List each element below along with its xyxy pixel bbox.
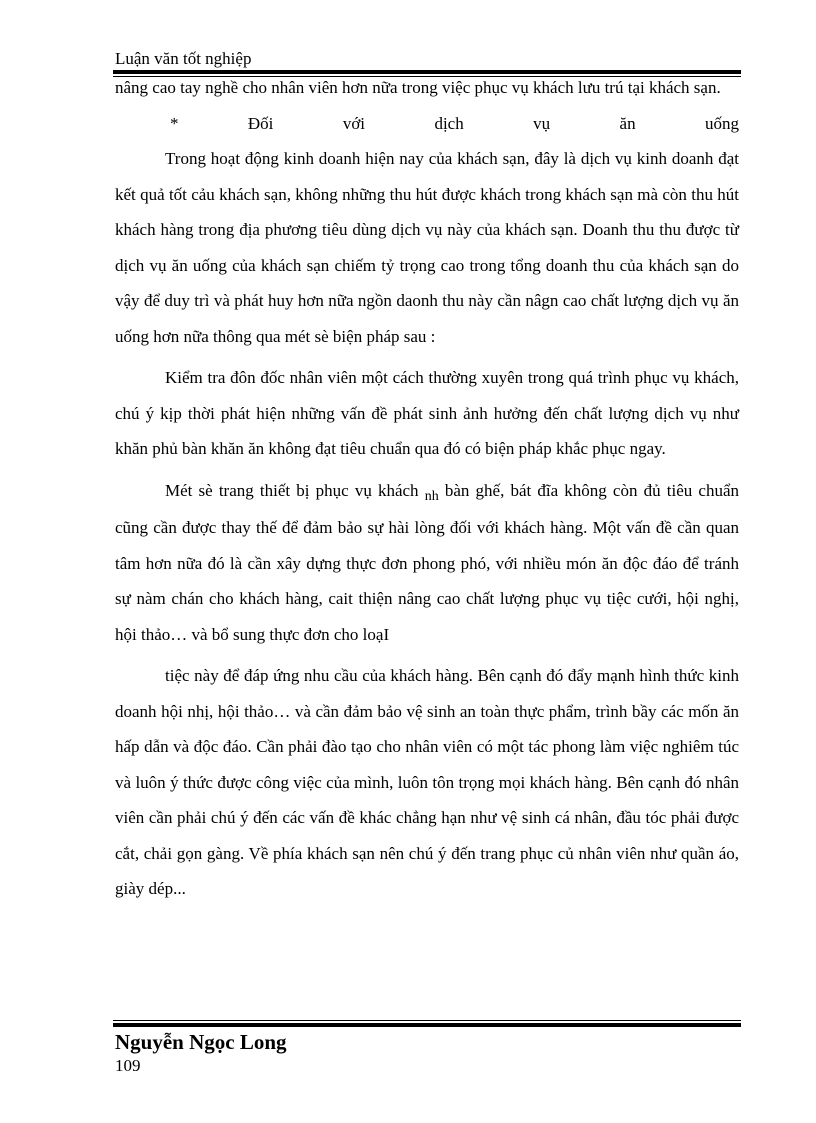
footer-rule-thin [113, 1020, 741, 1021]
paragraph-4 [115, 473, 739, 653]
heading-word: vụ [533, 113, 551, 133]
heading-word: uống [704, 113, 739, 133]
body-text [115, 70, 739, 907]
paragraph-3: Kiểm tra đôn đốc nhân viên một cách thường xuyên trong quá trình phục vụ khách, chú ý kịp thời phát hiện những vấn đề phát sinh ảnh hưởng đến chất lượng dịch vụ như khăn phủ bàn khăn ăn không đạt tiêu chuẩn qua đó có biện pháp khắc phục ngay. [115, 368, 739, 458]
paragraph-4-start: Mét sè trang thiết bị phục vụ khách [165, 480, 419, 500]
heading-word: Đối [247, 113, 274, 133]
paragraph-2: Trong hoạt động kinh doanh hiện nay của khách sạn, đây là dịch vụ kinh doanh đạt kết quả tốt cảu khách sạn, không những thu hút được khách trong khách sạn mà còn thu hút khách hàng trong địa phương tiêu dùng dịch vụ này của khách sạn. Doanh thu thu được từ dịch vụ ăn uống của khách sạn chiếm tỷ trọng cao trong tổng doanh thu của khách sạn do vậy để duy trì và phát huy hơn nữa ngồn daonh thu này cần nâgn cao chất lượng dịch vụ ăn uống hơn nữa thông qua mét sè biện pháp sau : [115, 149, 739, 346]
footer-rule-thick [113, 1023, 741, 1027]
heading-word: dịch [434, 113, 464, 133]
heading-word: với [342, 113, 366, 133]
paragraph-5: tiệc này để đáp ứng nhu cầu của khách hàng. Bên cạnh đó đẩy mạnh hình thức kinh doanh hội nhị, hội thảo… và cần đảm bảo vệ sinh an toàn thực phẩm, trình bầy các mốn ăn hấp dẫn và độc đáo. Cần phải đào tạo cho nhân viên có một tác phong làm việc nghiêm túc và luôn ý thức được công việc của mình, luôn tôn trọng mọi khách hàng. Bên cạnh đó nhân viên cần phải chú ý đến các vấn đề khác chẳng hạn như vệ sinh cá nhân, đầu tóc phải được cắt, chải gọn gàng. Về phía khách sạn nên chú ý đến trang phục củ nhân viên như quần áo, giày dép... [115, 666, 739, 898]
footer-author: Nguyễn Ngọc Long [115, 1030, 287, 1054]
header-title: Luận văn tốt nghiệp [115, 49, 252, 68]
page-number: 109 [115, 1056, 141, 1075]
paragraph-4-end: bàn ghế, bát đĩa không còn đủ tiêu chuẩn cũng cần được thay thế để đảm bảo sự hài lòng đối với khách hàng. Một vấn đề cần quan tâm hơn nữa đó là cần xây dựng thực đơn phong phó, với nhiều món ăn độc đáo để tránh sự nàm chán cho khách hàng, cait thiện nâng cao chất lượng phục vụ tiệc cưới, hội nghị, hội thảo… và bổ sung thực đơn cho loạI [115, 480, 739, 644]
heading-word: ăn [619, 113, 636, 133]
paragraph-4-subscript: nh [424, 488, 439, 504]
paragraph-1: nâng cao tay nghề cho nhân viên hơn nữa trong việc phục vụ khách lưu trú tại khách sạn. [115, 78, 721, 97]
section-heading [115, 106, 739, 142]
heading-word: * [170, 113, 179, 133]
